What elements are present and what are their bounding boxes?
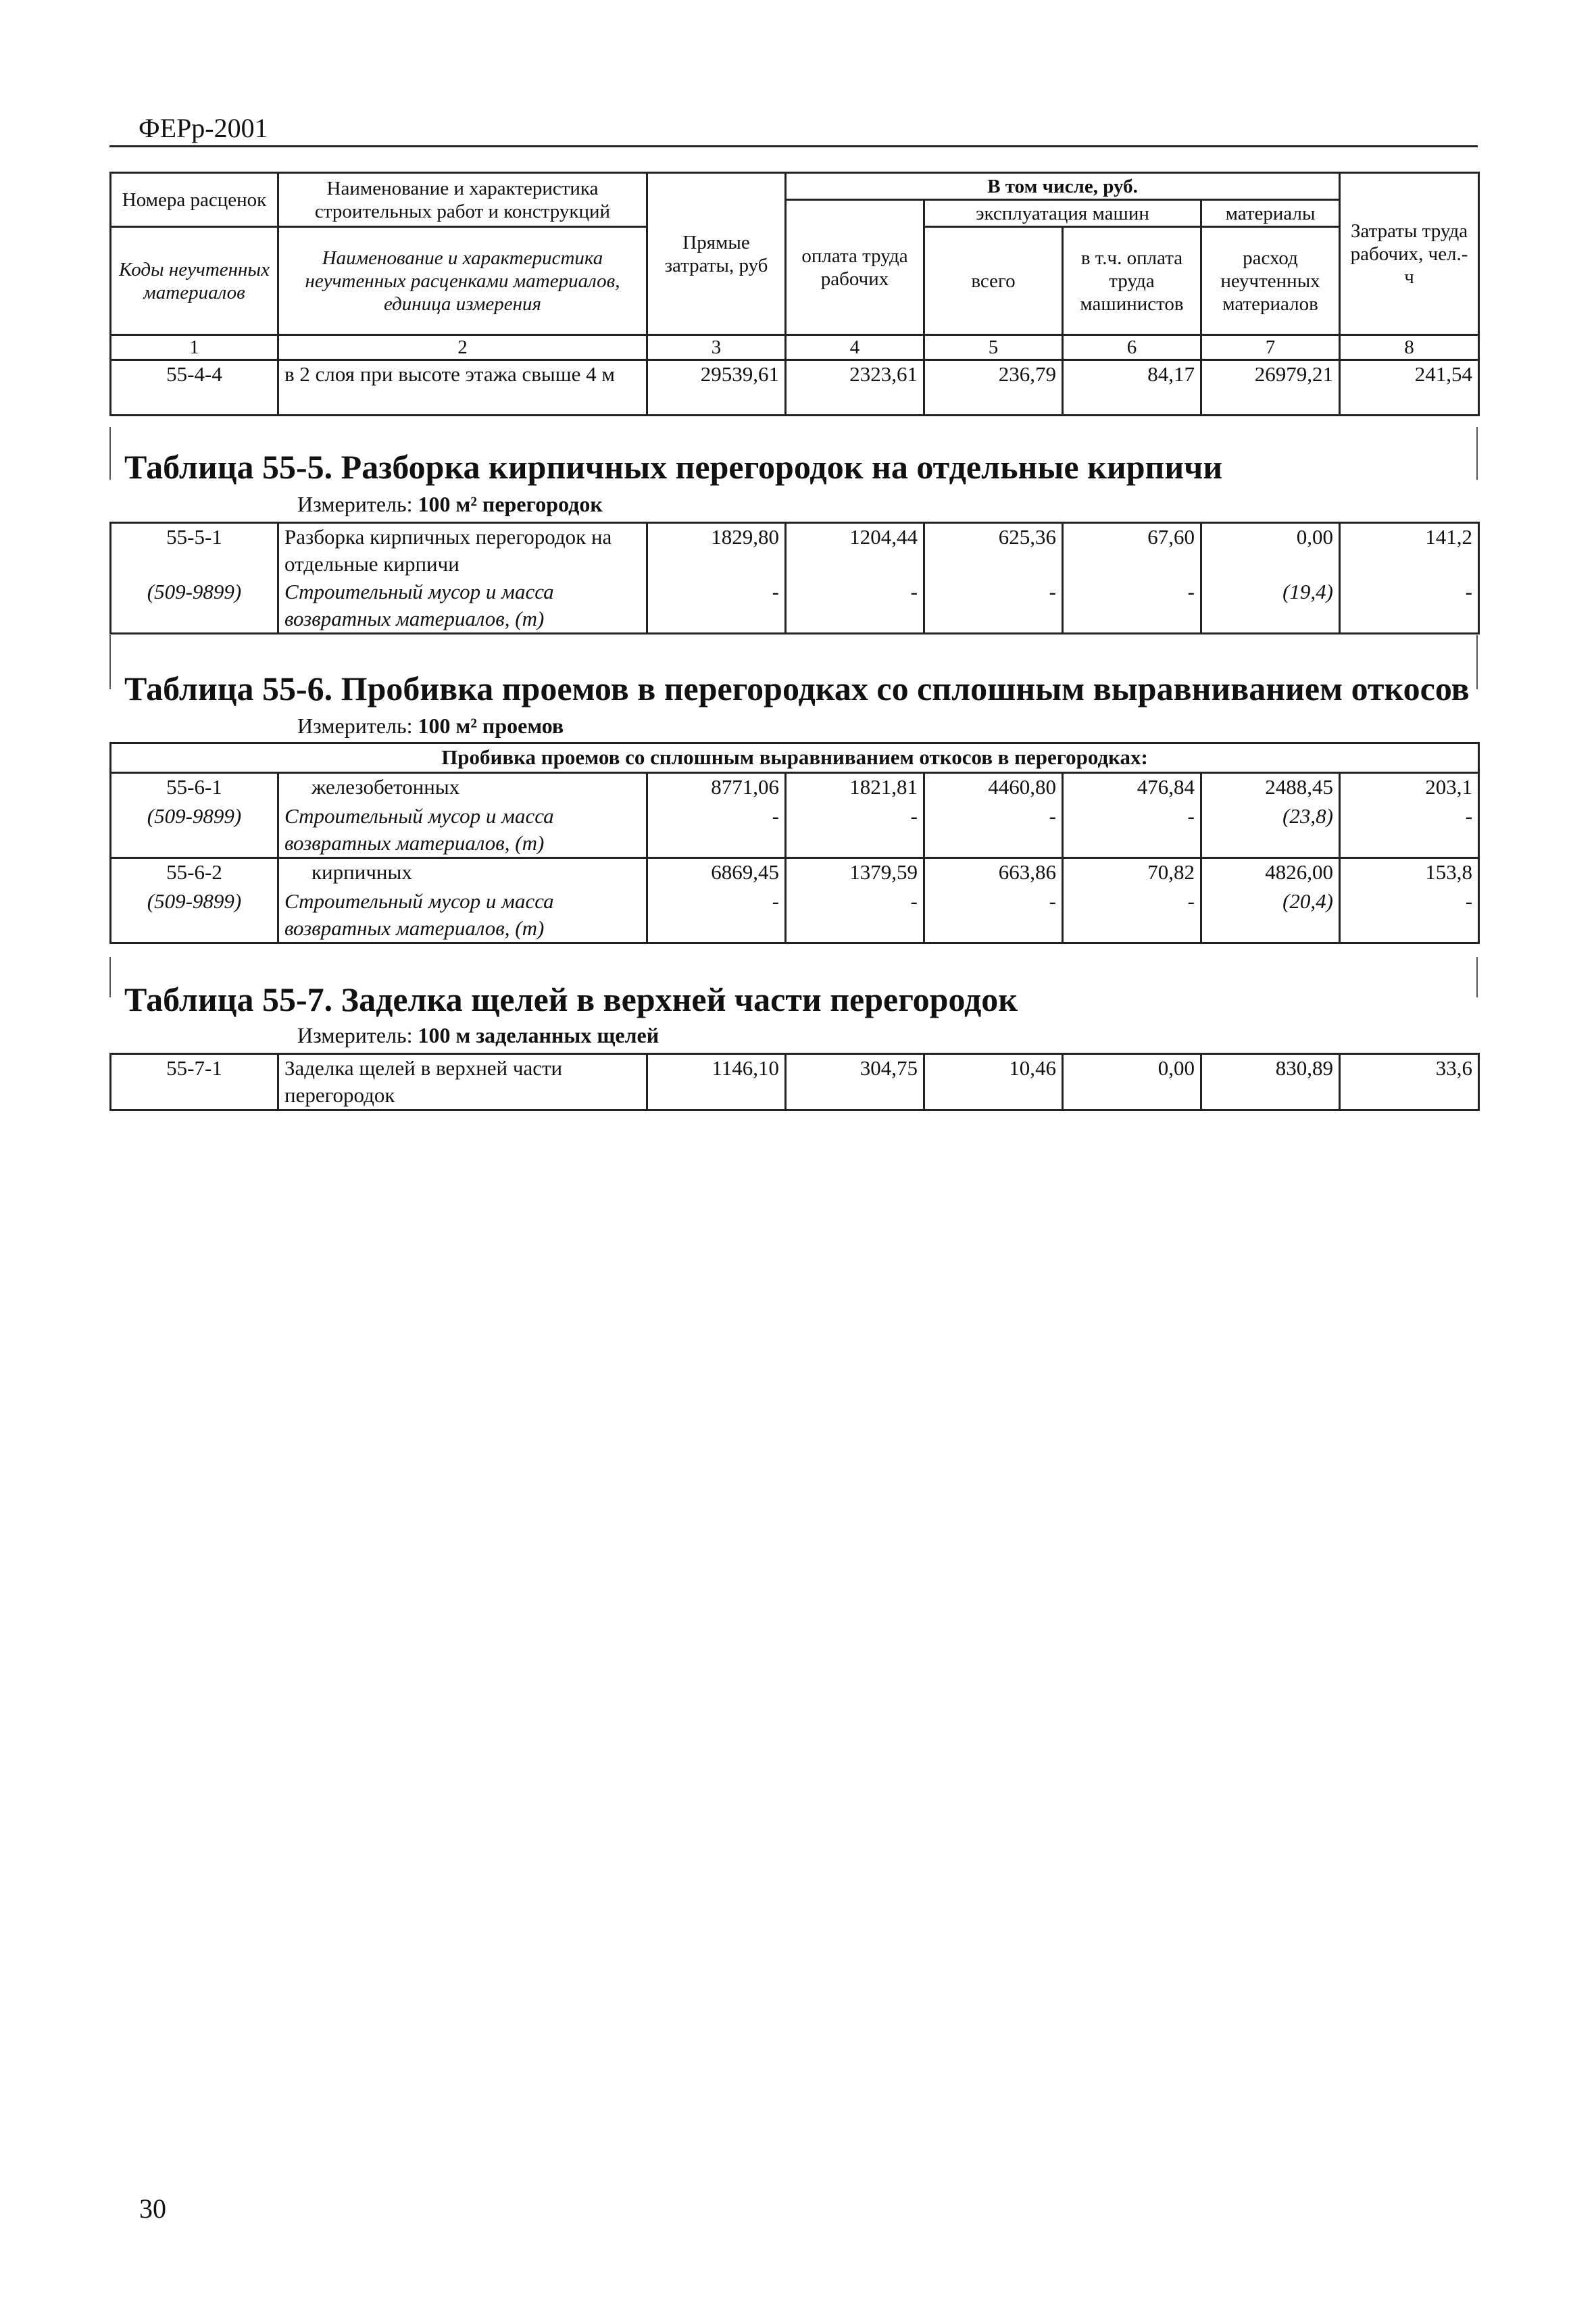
table-55-5-title: Таблица 55-5. Разборка кирпичных перегородок на отдельные кирпичи: [124, 448, 1223, 486]
row-wages: -: [786, 888, 924, 943]
row-name: в 2 слоя при высоте этажа свыше 4 м: [278, 360, 647, 416]
col-header-incl-group: В том числе, руб.: [786, 173, 1340, 200]
row-code: (509-9899): [111, 578, 278, 634]
row-labor: 33,6: [1340, 1054, 1479, 1110]
row-machinists: 0,00: [1063, 1054, 1201, 1110]
row-direct: 1146,10: [647, 1054, 786, 1110]
row-machinists: -: [1063, 888, 1201, 943]
col-header-direct: Прямые затраты, руб: [647, 173, 786, 335]
row-materials: (23,8): [1201, 803, 1340, 858]
row-machinists: 476,84: [1063, 773, 1201, 803]
row-machinists: -: [1063, 578, 1201, 634]
col-header-machines-group: эксплуатация машин: [924, 200, 1201, 227]
main-table: [109, 172, 1480, 416]
row-labor: 203,1: [1340, 773, 1479, 803]
row-machines: -: [924, 578, 1063, 634]
table-55-5: [109, 522, 1480, 634]
row-name: Строительный мусор и масса возвратных материалов, (т): [278, 888, 647, 943]
row-labor: 141,2: [1340, 523, 1479, 578]
row-machines: -: [924, 888, 1063, 943]
section-border: [109, 957, 111, 997]
row-materials: (20,4): [1201, 888, 1340, 943]
row-machines: 10,46: [924, 1054, 1063, 1110]
row-code: (509-9899): [111, 888, 278, 943]
row-name: железобетонных: [278, 773, 647, 803]
row-materials: 4826,00: [1201, 858, 1340, 888]
table-row: [111, 1054, 1479, 1110]
section-border: [1476, 427, 1478, 480]
row-name: Заделка щелей в верхней части перегородок: [278, 1054, 647, 1110]
table-row: [111, 773, 1479, 803]
table-row: [111, 858, 1479, 888]
col-header-name-top: Наименование и характеристика строительных работ и конструкций: [278, 173, 647, 227]
row-machines: 625,36: [924, 523, 1063, 578]
row-code: (509-9899): [111, 803, 278, 858]
row-code: 55-4-4: [111, 360, 278, 416]
row-code: 55-5-1: [111, 523, 278, 578]
table-55-7: [109, 1053, 1480, 1111]
table-row: [111, 360, 1479, 416]
table-row: [111, 523, 1479, 578]
row-wages: 1379,59: [786, 858, 924, 888]
col-header-code-top: Номера расценок: [111, 173, 278, 227]
row-wages: 1204,44: [786, 523, 924, 578]
row-machines: 663,86: [924, 858, 1063, 888]
table-55-6-unit: Измеритель: 100 м² проемов: [297, 714, 564, 738]
row-materials: 0,00: [1201, 523, 1340, 578]
section-border: [1476, 635, 1478, 689]
row-wages: -: [786, 578, 924, 634]
row-materials: 2488,45: [1201, 773, 1340, 803]
section-border: [109, 635, 111, 689]
col-number: 4: [786, 335, 924, 360]
col-header-name-bottom: Наименование и характеристика неучтенных расценками материалов, единица измерения: [278, 227, 647, 335]
col-header-machines-total: всего: [924, 227, 1063, 335]
row-machines: 236,79: [924, 360, 1063, 416]
row-wages: 304,75: [786, 1054, 924, 1110]
row-machinists: 70,82: [1063, 858, 1201, 888]
col-number: 6: [1063, 335, 1201, 360]
table-55-6-title: Таблица 55-6. Пробивка проемов в перегородках со сплошным выравниванием откосов: [124, 670, 1470, 707]
table-55-7-unit: Измеритель: 100 м заделанных щелей: [297, 1023, 659, 1047]
row-code: 55-6-2: [111, 858, 278, 888]
row-direct: -: [647, 888, 786, 943]
col-number: 7: [1201, 335, 1340, 360]
row-wages: 2323,61: [786, 360, 924, 416]
row-machinists: -: [1063, 803, 1201, 858]
row-direct: 29539,61: [647, 360, 786, 416]
row-materials: (19,4): [1201, 578, 1340, 634]
table-row: [111, 888, 1479, 943]
col-header-labor: Затраты труда рабочих, чел.-ч: [1340, 173, 1479, 335]
row-name: Разборка кирпичных перегородок на отдельные кирпичи: [278, 523, 647, 578]
row-name: Строительный мусор и масса возвратных материалов, (т): [278, 578, 647, 634]
table-row: [111, 803, 1479, 858]
row-code: 55-7-1: [111, 1054, 278, 1110]
row-machines: 4460,80: [924, 773, 1063, 803]
col-number: 3: [647, 335, 786, 360]
row-name: Строительный мусор и масса возвратных материалов, (т): [278, 803, 647, 858]
row-wages: 1821,81: [786, 773, 924, 803]
row-materials: 830,89: [1201, 1054, 1340, 1110]
col-number: 2: [278, 335, 647, 360]
row-machinists: 67,60: [1063, 523, 1201, 578]
col-header-materials-unaccounted: расход неучтенных материалов: [1201, 227, 1340, 335]
table-row: [111, 578, 1479, 634]
row-labor: -: [1340, 803, 1479, 858]
table-55-7-title: Таблица 55-7. Заделка щелей в верхней части перегородок: [124, 980, 1018, 1018]
col-header-wages: оплата труда рабочих: [786, 200, 924, 335]
row-direct: 1829,80: [647, 523, 786, 578]
col-header-machinists: в т.ч. оплата труда машинистов: [1063, 227, 1201, 335]
header-rule: [109, 145, 1478, 147]
row-labor: -: [1340, 888, 1479, 943]
col-header-code-bottom: Коды неучтенных материалов: [111, 227, 278, 335]
col-number: 5: [924, 335, 1063, 360]
row-labor: 241,54: [1340, 360, 1479, 416]
col-header-materials-group: материалы: [1201, 200, 1340, 227]
table-55-5-unit: Измеритель: 100 м² перегородок: [297, 492, 603, 516]
section-border: [109, 427, 111, 480]
row-labor: -: [1340, 578, 1479, 634]
row-materials: 26979,21: [1201, 360, 1340, 416]
row-machines: -: [924, 803, 1063, 858]
row-direct: 6869,45: [647, 858, 786, 888]
row-direct: -: [647, 578, 786, 634]
section-border: [1476, 957, 1478, 997]
row-labor: 153,8: [1340, 858, 1479, 888]
col-number: 1: [111, 335, 278, 360]
col-number: 8: [1340, 335, 1479, 360]
group-header: Пробивка проемов со сплошным выравниванием откосов в перегородках:: [111, 743, 1479, 773]
row-code: 55-6-1: [111, 773, 278, 803]
row-name: кирпичных: [278, 858, 647, 888]
document-code: ФЕРр-2001: [139, 113, 268, 143]
row-machinists: 84,17: [1063, 360, 1201, 416]
row-direct: -: [647, 803, 786, 858]
table-55-6: [109, 742, 1480, 944]
row-wages: -: [786, 803, 924, 858]
page-number: 30: [139, 2193, 166, 2224]
row-direct: 8771,06: [647, 773, 786, 803]
